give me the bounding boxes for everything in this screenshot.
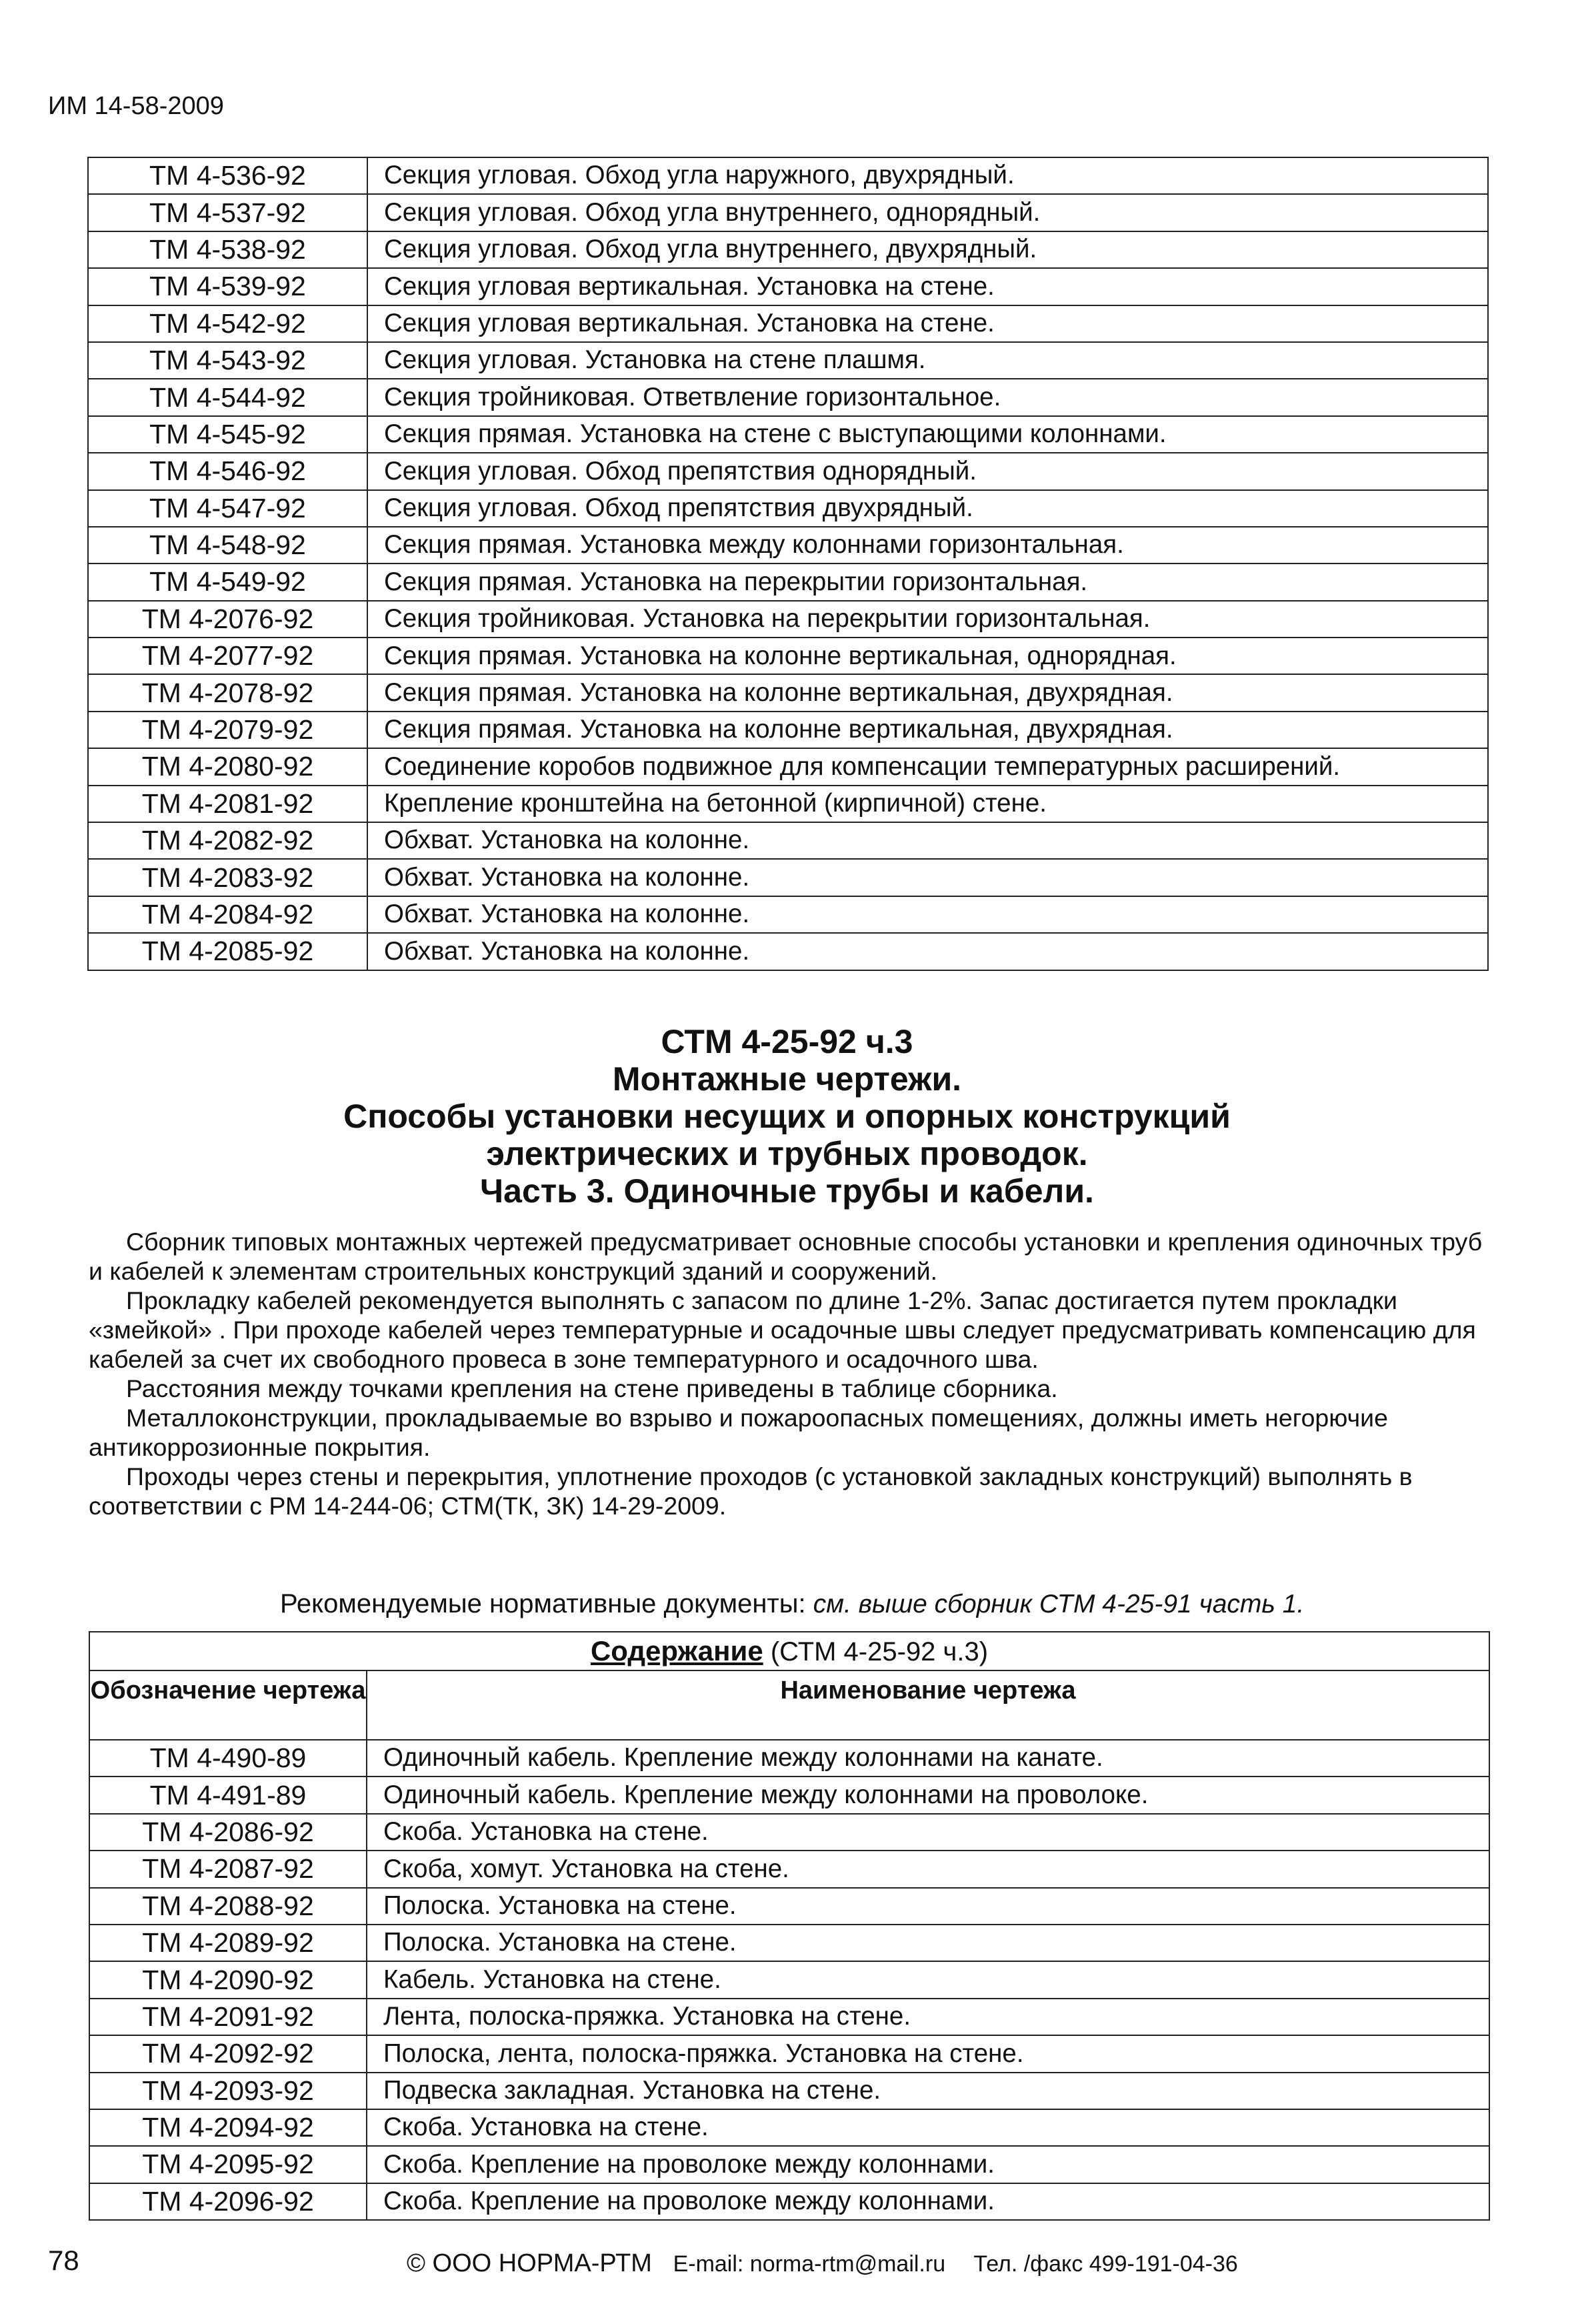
drawing-code: ТМ 4-543-92 <box>88 342 367 379</box>
paragraph: Металлоконструкции, прокладываемые во взрыво и пожароопасных помещениях, должны иметь негорючие антикоррозионные покрытия. <box>89 1404 1388 1461</box>
section-title-3: электрических и трубных проводок. <box>486 1135 1088 1172</box>
table-row <box>88 674 1488 711</box>
drawing-code: ТМ 4-2093-92 <box>89 2073 367 2109</box>
recommended-docs <box>280 1589 1304 1619</box>
drawing-code: ТМ 4-2088-92 <box>89 1888 367 1925</box>
section-title-2: Способы установки несущих и опорных конструкций <box>343 1098 1231 1135</box>
drawing-name: Секция прямая. Установка на стене с выступающими колоннами. <box>367 416 1488 453</box>
table-row <box>89 2146 1489 2183</box>
drawing-name: Крепление кронштейна на бетонной (кирпичной) стене. <box>367 786 1488 822</box>
table-row <box>88 563 1488 600</box>
table-row <box>88 157 1488 194</box>
phone: Тел. /факс 499-191-04-36 <box>973 2251 1238 2277</box>
section-title-4: Часть 3. Одиночные трубы и кабели. <box>480 1172 1094 1210</box>
table-row <box>89 2073 1489 2109</box>
drawing-code: ТМ 4-547-92 <box>88 490 367 527</box>
drawing-code: ТМ 4-537-92 <box>88 194 367 231</box>
table-row <box>88 933 1488 970</box>
table-row <box>89 1925 1489 1961</box>
recommended-label: Рекомендуемые нормативные документы: <box>280 1589 806 1618</box>
drawing-name: Секция угловая. Обход препятствия двухрядный. <box>367 490 1488 527</box>
drawing-code: ТМ 4-2085-92 <box>88 933 367 970</box>
paragraph: Сборник типовых монтажных чертежей предусматривает основные способы установки и крепления одиночных труб и кабелей к элементам строительных конструкций зданий и сооружений. <box>89 1228 1483 1285</box>
contents-caption-bold: Содержание <box>590 1635 763 1666</box>
table-row <box>88 194 1488 231</box>
drawing-name: Секция угловая. Обход угла наружного, двухрядный. <box>367 157 1488 194</box>
table-row <box>88 453 1488 489</box>
table-row <box>88 638 1488 674</box>
description-text <box>89 1227 1489 1520</box>
recommended-value: см. выше сборник СТМ 4-25-91 часть 1. <box>813 1590 1305 1618</box>
drawing-code: ТМ 4-2078-92 <box>88 674 367 711</box>
drawing-code: ТМ 4-549-92 <box>88 563 367 600</box>
drawing-code: ТМ 4-490-89 <box>89 1740 367 1777</box>
drawing-name: Подвеска закладная. Установка на стене. <box>367 2073 1489 2109</box>
section-title-1: Монтажные чертежи. <box>612 1060 962 1098</box>
drawing-code: ТМ 4-538-92 <box>88 231 367 268</box>
contents-caption <box>89 1632 1489 1670</box>
column-header-name: Наименование чертежа <box>367 1670 1489 1740</box>
drawing-code: ТМ 4-2095-92 <box>89 2146 367 2183</box>
table-row <box>88 490 1488 527</box>
drawing-name: Обхват. Установка на колонне. <box>367 859 1488 896</box>
drawing-name: Секция прямая. Установка на колонне вертикальная, двухрядная. <box>367 712 1488 748</box>
drawing-name: Секция угловая вертикальная. Установка на стене. <box>367 305 1488 342</box>
drawing-name: Лента, полоска-пряжка. Установка на стене. <box>367 1999 1489 2035</box>
table-row <box>89 1740 1489 1777</box>
drawing-name: Секция прямая. Установка между колоннами горизонтальная. <box>367 527 1488 563</box>
drawing-code: ТМ 4-2076-92 <box>88 601 367 638</box>
drawing-name: Секция угловая вертикальная. Установка на стене. <box>367 268 1488 305</box>
contents-caption-rest: (СТМ 4-25-92 ч.3) <box>770 1637 989 1666</box>
drawing-name: Секция прямая. Установка на колонне вертикальная, двухрядная. <box>367 674 1488 711</box>
drawing-name: Скоба. Крепление на проволоке между колоннами. <box>367 2146 1489 2183</box>
table-row <box>88 379 1488 415</box>
drawing-name: Полоска, лента, полоска-пряжка. Установка на стене. <box>367 2035 1489 2072</box>
drawing-code: ТМ 4-536-92 <box>88 157 367 194</box>
drawing-name: Секция угловая. Установка на стене плашмя. <box>367 342 1488 379</box>
table-row <box>89 1961 1489 1998</box>
drawing-code: ТМ 4-545-92 <box>88 416 367 453</box>
table-row <box>89 1814 1489 1851</box>
drawing-code: ТМ 4-2080-92 <box>88 748 367 785</box>
drawing-name: Полоска. Установка на стене. <box>367 1925 1489 1961</box>
paragraph: Прокладку кабелей рекомендуется выполнять с запасом по длине 1-2%. Запас достигается путем прокладки «змейкой» . При проходе кабелей через температурные и осадочные швы следует предусматривать компенсацию для кабелей за счет их свободного провеса в зоне температурного и осадочного шва. <box>89 1286 1476 1373</box>
drawing-name: Секция прямая. Установка на колонне вертикальная, однорядная. <box>367 638 1488 674</box>
drawing-name: Обхват. Установка на колонне. <box>367 822 1488 859</box>
drawing-name: Скоба. Крепление на проволоке между колоннами. <box>367 2183 1489 2220</box>
drawing-code: ТМ 4-546-92 <box>88 453 367 489</box>
table-row <box>88 527 1488 563</box>
drawings-table <box>87 157 1489 971</box>
drawing-code: ТМ 4-2084-92 <box>88 896 367 933</box>
table-row <box>88 342 1488 379</box>
drawing-code: ТМ 4-2087-92 <box>89 1851 367 1887</box>
drawing-name: Полоска. Установка на стене. <box>367 1888 1489 1925</box>
drawing-name: Секция прямая. Установка на перекрытии горизонтальная. <box>367 563 1488 600</box>
drawing-code: ТМ 4-2090-92 <box>89 1961 367 1998</box>
drawing-name: Секция угловая. Обход угла внутреннего, однорядный. <box>367 194 1488 231</box>
drawing-code: ТМ 4-2081-92 <box>88 786 367 822</box>
document-code: ИМ 14-58-2009 <box>48 92 224 120</box>
paragraph: Проходы через стены и перекрытия, уплотнение проходов (с установкой закладных конструкций) выполнять в соответствии с РМ 14-244-06; СТМ(ТК, ЗК) 14-29-2009. <box>89 1462 1413 1520</box>
drawing-name: Кабель. Установка на стене. <box>367 1961 1489 1998</box>
table-row <box>88 231 1488 268</box>
footer-contacts <box>407 2249 1238 2278</box>
table-row <box>88 712 1488 748</box>
drawing-code: ТМ 4-2096-92 <box>89 2183 367 2220</box>
table-row <box>89 1999 1489 2035</box>
table-row <box>89 2035 1489 2072</box>
drawing-name: Секция угловая. Обход препятствия однорядный. <box>367 453 1488 489</box>
copyright: © ООО НОРМА-РТМ <box>407 2249 652 2277</box>
drawing-code: ТМ 4-2077-92 <box>88 638 367 674</box>
paragraph: Расстояния между точками крепления на стене приведены в таблице сборника. <box>126 1374 1058 1402</box>
drawing-code: ТМ 4-539-92 <box>88 268 367 305</box>
table-row <box>88 859 1488 896</box>
drawing-code: ТМ 4-2094-92 <box>89 2109 367 2146</box>
page-number: 78 <box>48 2245 79 2276</box>
drawing-code: ТМ 4-2082-92 <box>88 822 367 859</box>
drawing-name: Секция угловая. Обход угла внутреннего, двухрядный. <box>367 231 1488 268</box>
table-row <box>89 2109 1489 2146</box>
table-row <box>88 786 1488 822</box>
drawing-name: Обхват. Установка на колонне. <box>367 933 1488 970</box>
drawing-code: ТМ 4-2091-92 <box>89 1999 367 2035</box>
table-row <box>88 601 1488 638</box>
drawing-code: ТМ 4-2092-92 <box>89 2035 367 2072</box>
drawing-code: ТМ 4-2086-92 <box>89 1814 367 1851</box>
table-row <box>89 1777 1489 1813</box>
drawing-name: Секция тройниковая. Ответвление горизонтальное. <box>367 379 1488 415</box>
table-row <box>89 1888 1489 1925</box>
drawing-name: Одиночный кабель. Крепление между колоннами на канате. <box>367 1740 1489 1777</box>
drawing-code: ТМ 4-548-92 <box>88 527 367 563</box>
table-row <box>88 268 1488 305</box>
table-row <box>88 416 1488 453</box>
table-row <box>88 748 1488 785</box>
contents-table <box>89 1631 1490 2221</box>
drawing-code: ТМ 4-491-89 <box>89 1777 367 1813</box>
section-code: СТМ 4-25-92 ч.3 <box>661 1023 913 1060</box>
drawing-name: Скоба, хомут. Установка на стене. <box>367 1851 1489 1887</box>
table-row <box>89 1851 1489 1887</box>
drawing-code: ТМ 4-2079-92 <box>88 712 367 748</box>
table-row <box>88 896 1488 933</box>
drawing-name: Скоба. Установка на стене. <box>367 2109 1489 2146</box>
drawing-code: ТМ 4-2089-92 <box>89 1925 367 1961</box>
drawing-name: Секция тройниковая. Установка на перекрытии горизонтальная. <box>367 601 1488 638</box>
section-heading <box>0 1023 1574 1210</box>
column-header-code: Обозначение чертежа <box>89 1670 367 1740</box>
drawing-code: ТМ 4-2083-92 <box>88 859 367 896</box>
table-row <box>88 822 1488 859</box>
drawing-code: ТМ 4-542-92 <box>88 305 367 342</box>
drawing-name: Соединение коробов подвижное для компенсации температурных расширений. <box>367 748 1488 785</box>
drawing-name: Скоба. Установка на стене. <box>367 1814 1489 1851</box>
drawing-code: ТМ 4-544-92 <box>88 379 367 415</box>
table-row <box>89 2183 1489 2220</box>
email: E-mail: norma-rtm@mail.ru <box>673 2251 946 2277</box>
drawing-name: Одиночный кабель. Крепление между колоннами на проволоке. <box>367 1777 1489 1813</box>
table-row <box>88 305 1488 342</box>
drawing-name: Обхват. Установка на колонне. <box>367 896 1488 933</box>
